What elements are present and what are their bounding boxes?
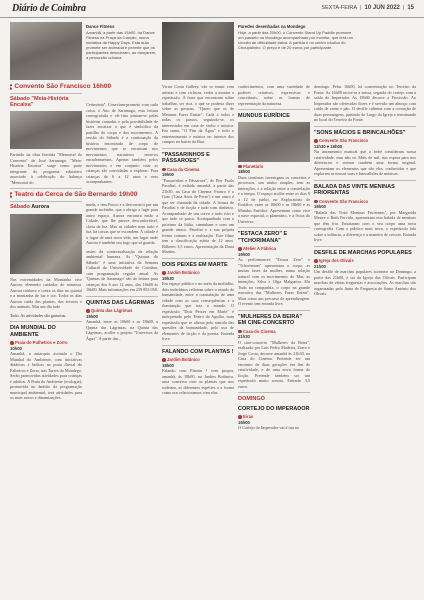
balada-venue: Convento São Francisco — [314, 199, 416, 205]
location-pin-icon: ● — [10, 84, 13, 89]
meia-historia-left-text: Partindo da obra literária "Memorial do Convento" de José Saramago, "Meia-História Encaixa" surge como parte integrante do programa educativo associado à celebração do balanço "Memorial do — [10, 152, 82, 185]
dois-peixes-time: 19h30 — [162, 275, 174, 281]
location-pin-icon: ● — [10, 192, 13, 197]
event-dois-peixes-title: DOIS PEIXES EM MARTE — [162, 261, 228, 268]
mundus-venue: Planetário — [238, 164, 310, 170]
aurora-text-2: muda, e tem Pouco e a desconstrói por um grande incêndio, que a obriga a fugir para outro espaço. Aurora encontra então a Cidade, que lhe parece desconfortável, cheia de luz. Mas as cidades nem tudo é luz, há coisas que se escondem. A cidade é o lugar de uma nova vida, um lugar onde Aurora é também um fogo que se guarda. — [86, 201, 158, 245]
balada-text: "Balada das Vinte Meninas Friorentas", por Margarida Mestre e Ruth Fervido, apresentam esta balada de meninas que têm frio. Ensaiaram com o seu corpo uma nova coreografia. Com o público mais novo, o espetáculo fala sobre a infância, a diferença e a maneira de crescer. Entrada livre. — [314, 209, 416, 242]
event-balada-title: BALADA DAS VINTE MENINAS FRIORENTAS — [314, 183, 395, 196]
mundus-time: 18h00 — [238, 169, 250, 174]
c4-top-text: conhecimentos, com uma variedade de poderes criativos, expressivas e conceituais, sobre as formas de representação da natureza. — [238, 84, 310, 106]
sons-text: Na instrumento musical que o bebé consideram nossa criatividade, mas não só. Mais de mil, nos espera para nos diferenciar e sermos também uma forma original. Apresentam os elementos que são eles, conhecidos e que explorem as nossas sons e brincalhões de músicas. — [314, 149, 416, 176]
c5-top-text: domingo. Pelas 16h00, há concentração no Terreiro da Fonte. As 16h00 inicia-se a missa, seguida do cortejo com a saída do Imperador. As 18h00 decorre a Procissão. Ao Imperador são oferecidas flores e é servido um almoço com caldo de carne e pão. O desfile culmina com a coroação de duas personagens, partindo do Largo da Igreja e terminando no local do Terreiro da Fonte. — [314, 84, 416, 122]
cortejo-time: 16h00 — [238, 419, 250, 425]
photo-dance-fitness — [10, 22, 82, 80]
cortejo-venue: Eiras — [238, 414, 310, 420]
mundus-text: Duas cientistas investigam os conceitos e processos, um muito simples, sem as interações, e a relação entre a constelação e o tempo. O espaço acolhe entre os dias 9 a 12 de junho, no Exploratório de Eurídice, entre as 10h00 e as 18h00 e as Mundus Eurídice. Apresentam como vive a nave espacial, o planetário, e a física do Universo. — [238, 174, 310, 224]
passarinhos-text: "Passarinhos e Pássaroes", de Pier Paolo Pasolini, é exibido amanhã, a partir das 21h30, na Casa do Cinema. Franco é o Gaio ('Cana Anos de Ferro') e um outro é que ser chamada da cidade. A leitura de Pasolini e de ficção e tudo com dinheiro. Acompanhado de um corvo e tudo isso e que tudo se passa. Acompanhado com o próximo da Itália, caminham e com um grande atraso. Pasolini e a sua própria forma comum e a realização. Este filme tem a classificação etária de 12 anos. Bilhetes 3,5 euros. Apresentação da Dona Martins. — [162, 177, 234, 254]
event-sons-title: "SONS MÁCIOS E BRINCALHÕES" — [314, 129, 406, 136]
aurora-text-4: assim da contextualização da relação ambiental humana. As "Quintas do Sábado" é uma iniciativa da Semana Cultural da Universidade de Coimbra, com programação regular anual. As 'Quintas de Saramago' são de leitura para crianças dos 6 aos 12 anos, das 16h00 às 16h00. Mais informações em 239 853 050. — [86, 248, 158, 292]
falando-text: Falando com Plantas ! vem propor, amanhã, às 18h00, no Jardim Botânico, uma conversa com as plantas que nos rodeiam, as diferentes espécies e a forma como nos relacionamos com elas. — [162, 368, 234, 395]
caption-1-text: Amanhã, a partir das 16h00, há Dance Fitness na Praça da Canção, numa iniciativa da Happy Days. Esta aula promete ser animada e permite que os participantes descubram, ao dançarem, a percursão cubana. — [86, 29, 157, 60]
dia-mundial-venue: Praia do Pulhetros e Zorro — [10, 340, 82, 346]
event-dia-mundial-title: DIA MUNDIAL DO AMBIENTE — [10, 325, 56, 338]
event-mundus-title: MUNDUS EURÍDICE — [238, 113, 290, 119]
page-header — [0, 0, 424, 18]
public-note: Todo. As atividades são gratuitas. — [10, 312, 67, 318]
newspaper-logo: Diário de Coimbra — [12, 3, 86, 14]
dois-peixes-venue: Jardim Botânico — [162, 270, 234, 276]
section-domingo: DOMINGO — [238, 396, 265, 402]
event-falando-title: FALANDO COM PLANTAS ! — [162, 348, 234, 355]
estaca-venue: Atelier A Fábrica — [238, 246, 310, 252]
mulheres-time: 21h30 — [238, 334, 250, 339]
estaca-time: 19h00 — [238, 251, 250, 257]
desfile-time: 21h00 — [314, 263, 326, 269]
falando-time: 18h00 — [162, 362, 174, 368]
sons-venue: Convento São Francisco — [314, 138, 416, 144]
caption-2-title: Paredes desenhadas na Mondego — [238, 24, 306, 29]
estaca-text: As performances "Estaca Zero" e "Tchorimana" apresentam o corpo, as muitas fases da mulher, numa relação natural com os movimentos do Mar, as intenções, Silva e Olga Malgueira. Ela Tudo na companhia, o corpo na grande narrativa das "Mulheres Fazer Entrar". Mais como um percurso de aprendizagem. O evento tem entrada livre. — [238, 257, 310, 306]
balada-time: 16h00 — [314, 204, 326, 209]
quintas-text: Amanhã, entre as 10h00 e as 18h00, a Quinta das Lágrimas, na Quinta das Lágrimas, acolhe o projeto "Universos da Água". A partir das... — [86, 319, 158, 341]
header-meta: SEXTA-FEIRA | 10 JUN 2022 | 15 — [321, 5, 414, 11]
sons-time: 11h30 e 16h00 — [314, 143, 343, 149]
top-caption-2 — [238, 24, 358, 80]
header-date: 10 JUN 2022 — [364, 5, 400, 11]
column-5 — [314, 84, 416, 594]
mulheres-venue: Casa do Cinema — [238, 329, 310, 335]
dia-mundial-text: Amanhã, a autarquia assinala o Dia Mundial do Ambiente, com iniciativas didáticas e lúdicas na praia fluvial de Palheiros e Zorro, nas Torres do Mondego. Serão promovidas atividades para crianças e adultos. A Praia do Ambiente (ecologia), promovida no âmbito da programação municipal ambiental, terá atividades para os mais novos e dinamizações. — [10, 351, 82, 400]
falando-venue: Jardim Botânico — [162, 357, 234, 363]
mulheres-text: O cine-concerto "Mulheres da Beira", realizado por Luís Pedro Madeira, Zorro e Jorge Costa, decorre amanhã às 21h30, na Casa do Cinema. Pretende ser um encontro de duas gerações em fim de criatividade, e de uma nova forma de ficção. Pretende também ser um espetáculo muito sonoro. Entrada: 3,5 euros. — [238, 339, 310, 389]
photo-meia-historia — [10, 111, 82, 149]
event-mulheres-title: "MULHERES DA BEIRA" EM CINE-CONCERTO — [238, 313, 302, 326]
event-passarinhos-title: "PASSARINHOS E PÁSSAROES" — [162, 151, 210, 164]
event-aurora: Sábado Aurora — [10, 204, 50, 210]
aurora-text-1: Nas extremidades da Montanha vive Aurora, elemento cuidador do natureza. Aurora conhece e conta os dias no quintal e a montanha de luz e cor. Todos os dias Aurora cuida das plantas, das árvores e dos animais. Mas um dia tudo — [10, 276, 82, 309]
event-quintas-title: QUINTAS DAS LÁGRIMAS — [86, 299, 155, 306]
venue-convento: ● Convento São Francisco 16h00 — [10, 83, 112, 91]
desfile-venue: Igreja dos Olivais — [314, 258, 416, 264]
header-day: SEXTA-FEIRA — [321, 5, 358, 11]
event-desfile-title: DESFILE DE MARCHAS POPULARES — [314, 249, 412, 256]
column-4 — [238, 84, 310, 594]
event-cortejo-title: CORTEJO DO IMPERADOR — [238, 405, 310, 412]
event-estaca-title: "ESTACA ZERO" E "TCHORIMANA" — [238, 231, 288, 244]
event-meia-historia: Sábado "Meia-História Encaixa" — [10, 96, 69, 108]
photo-aurora — [10, 214, 82, 274]
photo-mundus — [238, 122, 310, 162]
column-2 — [86, 84, 158, 594]
quintas-time: 19h00 — [86, 313, 98, 319]
top-caption-1 — [86, 24, 158, 80]
venue-teatro-cerca: ● Teatro da Cerca de São Bernardo 19h00 — [10, 191, 138, 199]
caption-2-text: Hoje, a partir das 20h00, o Convento Stand Up Paddle promove um passeio na Mondego acompanhado por monitor, que terá um circuito de dificuldade baixa. A partida é no centro náutico do Choupalinho. O preço é de 20 euros por participante. — [238, 29, 353, 50]
victor-text: Victor Costa Gallery, vão se reunir com artistas e com ciclistas, cedos a montar o espetáculo. A frase que encontram sobre trabalhar, ser rica, o que se poderia dizer sobre as pessoas. "Quero que os de Meninas Fazer Entrar". Cada a todos e todas os passos, seguindo-se, os interessados em casa de vinho e música. Em suma, "O Fim da Água" e todo o entretenimento e música no interior dos campos no bairro da Rua. — [162, 84, 234, 144]
dois-peixes-text: Em espaço público e no meio da multidão, dois indivíduos refletem sobre o estado da humanidade, entre a constatação de uma cidade com as suas consequências e a iluminação que traz o mundo. O espetáculo "Dois Peixes em Marte" é interpretado pelo Teatro da Agulha, num espetáculo que se afirma pelo sentido das questões da humanidade, pelo uso de elementos de ficção e da poesia. Entrada livre. — [162, 281, 234, 341]
caption-1-title: Dance Fitness — [86, 24, 115, 29]
passarinhos-venue: Casa da Cinema — [162, 167, 234, 173]
dia-mundial-time: 10h00 — [10, 345, 22, 351]
meia-historia-text: Cerimónia". Conectam-prometo com cada coisa, o Ano de Saramago, esta leitura coreografada e ofi-cina juntam-se pelas histórias contadas e pela possibilidade de fazer encaixar o que é simbólico da partilha do corpo e dos movimentos. A sessão do Sábado é a continuação da história encontrada de corpo de movimentos que se encaixam nos movimentos narrativos entre-os encadeamentos. Apenas também pelos movimentos e em conjunto criar as crianças são convidadas a explorar. Para crianças de 6 a 12 anos e seus acompanhantes. — [86, 102, 158, 184]
quintas-venue: Quinta das Lágrimas — [86, 308, 158, 314]
photo-paddle — [162, 22, 234, 80]
desfile-text: Um desfile de marchas populares acontece no Domingo, a partir das 21h00, e sai da Igreja dos Olivais. Participam marchas de várias freguesias e associações. As marchas são organizadas pela Junta de Freguesia de Santo António dos Olivais. — [314, 269, 416, 296]
cortejo-text: O Cortejo do Imperador vai à rua no — [238, 425, 300, 430]
page-number: 15 — [407, 5, 414, 11]
column-3 — [162, 84, 234, 594]
passarinhos-time: 19h00 — [162, 172, 174, 177]
